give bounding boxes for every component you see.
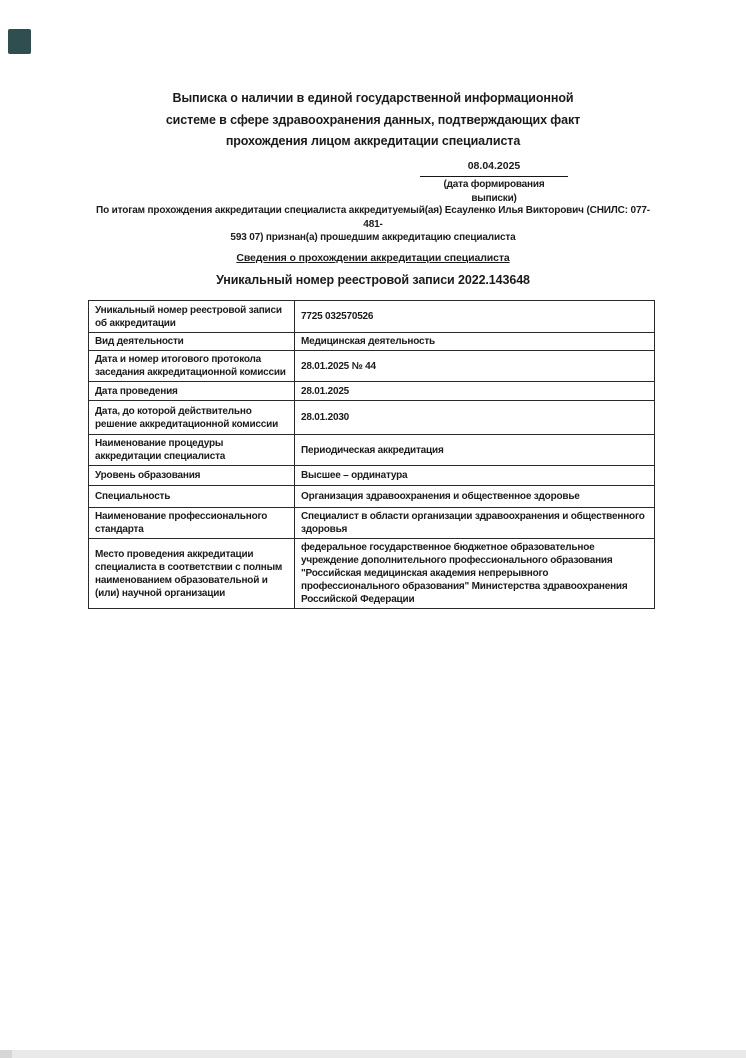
row-label-cell: Дата и номер итогового протокола заседания аккредитационной комиссии <box>89 351 295 382</box>
row-value-cell: Организация здравоохранения и общественное здоровье <box>295 486 655 508</box>
table-row <box>89 351 655 382</box>
row-value-cell: 28.01.2025 № 44 <box>295 351 655 382</box>
corner-marker-icon <box>8 29 31 54</box>
registry-record-heading: Уникальный номер реестровой записи 2022.143648 <box>216 273 530 287</box>
table-row <box>89 466 655 486</box>
table-row <box>89 382 655 401</box>
row-label-cell: Дата проведения <box>89 382 295 401</box>
row-label-cell: Уровень образования <box>89 466 295 486</box>
bottom-scrollbar-track <box>0 1050 746 1058</box>
bottom-scrollbar-corner <box>0 1050 12 1058</box>
row-label-cell: Наименование профессионального стандарта <box>89 508 295 539</box>
row-value-cell: Периодическая аккредитация <box>295 435 655 466</box>
row-label-cell: Вид деятельности <box>89 333 295 351</box>
document-title <box>0 88 746 153</box>
row-value-cell: Высшее – ординатура <box>295 466 655 486</box>
row-label-cell: Место проведения аккредитации специалиста в соответствии с полным наименованием образовательной и (или) научной организации <box>89 539 295 609</box>
intro-paragraph <box>93 204 653 245</box>
document-title-line: системе в сфере здравоохранения данных, подтверждающих факт <box>165 112 581 127</box>
table-row <box>89 486 655 508</box>
document-title-line: прохождения лицом аккредитации специалиста <box>225 134 521 148</box>
intro-paragraph-line: 593 07) признан(а) прошедшим аккредитацию специалиста <box>230 232 516 243</box>
row-value-cell: Специалист в области организации здравоохранения и общественного здоровья <box>295 508 655 539</box>
row-label-cell: Специальность <box>89 486 295 508</box>
table-row <box>89 333 655 351</box>
intro-paragraph-line: По итогам прохождения аккредитации специалиста аккредитуемый(ая) Есауленко Илья Викторович (СНИЛС: 077-481- <box>96 205 650 230</box>
row-value-cell: 28.01.2025 <box>295 382 655 401</box>
accreditation-details-table <box>88 300 655 609</box>
table-row <box>89 301 655 333</box>
issue-date-value: 08.04.2025 <box>420 159 568 177</box>
row-value-cell: федеральное государственное бюджетное образовательное учреждение дополнительного профессионального образования "Российская медицинская академия непрерывного профессионального образования" Министерства здравоохранения Российской Федерации <box>295 539 655 609</box>
issue-date-caption: (дата формирования выписки) <box>443 179 545 204</box>
table-row <box>89 508 655 539</box>
section-subtitle-text: Сведения о прохождении аккредитации специалиста <box>236 252 510 264</box>
section-subtitle <box>0 252 746 264</box>
row-value-cell: Медицинская деятельность <box>295 333 655 351</box>
accreditation-table-body <box>89 301 655 609</box>
table-row <box>89 401 655 435</box>
issue-date-block <box>420 159 568 206</box>
row-value-cell: 28.01.2030 <box>295 401 655 435</box>
row-label-cell: Уникальный номер реестровой записи об аккредитации <box>89 301 295 333</box>
row-label-cell: Дата, до которой действительно решение аккредитационной комиссии <box>89 401 295 435</box>
table-row <box>89 435 655 466</box>
document-title-line: Выписка о наличии в единой государственной информационной <box>172 91 574 105</box>
row-value-cell: 7725 032570526 <box>295 301 655 333</box>
row-label-cell: Наименование процедуры аккредитации специалиста <box>89 435 295 466</box>
table-row <box>89 539 655 609</box>
